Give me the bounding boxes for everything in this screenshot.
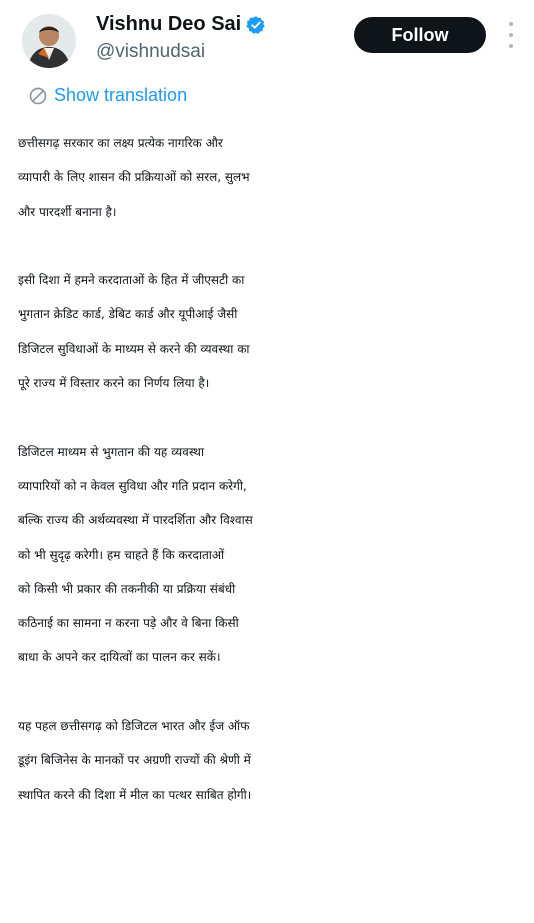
post-paragraph: [18, 435, 528, 675]
more-options-icon[interactable]: [504, 22, 518, 48]
text-line: कठिनाई का सामना न करना पड़े और वे बिना किसी: [18, 616, 239, 631]
text-line: व्यापारी के लिए शासन की प्रक्रियाओं को सरल, सुलभ: [18, 170, 250, 185]
text-line: डूइंग बिजिनेस के मानकों पर अग्रणी राज्यों की श्रेणी में: [18, 753, 251, 768]
avatar[interactable]: [22, 14, 76, 68]
text-line: बाधा के अपने कर दायित्वों का पालन कर सकें।: [18, 650, 221, 665]
text-line: इसी दिशा में हमने करदाताओं के हित में जीएसटी का: [18, 273, 245, 288]
show-translation-label: Show translation: [54, 85, 188, 105]
text-line: डिजिटल माध्यम से भुगतान की यह व्यवस्था: [18, 444, 205, 459]
text-line: भुगतान क्रेडिट कार्ड, डेबिट कार्ड और यूपीआई जैसी: [18, 307, 238, 322]
show-translation-link[interactable]: [28, 85, 187, 106]
verified-badge-icon: [246, 15, 266, 35]
text-line: स्थापित करने की दिशा में मील का पत्थर साबित होगी।: [18, 787, 252, 802]
text-line: यह पहल छत्तीसगढ़ को डिजिटल भारत और ईज ऑफ: [18, 719, 250, 734]
post-text: [18, 126, 528, 812]
author-name[interactable]: Vishnu Deo Sai: [96, 13, 242, 35]
follow-button[interactable]: Follow: [354, 17, 486, 53]
text-line: पूरे राज्य में विस्तार करने का निर्णय लिया है।: [18, 376, 210, 391]
post-paragraph: [18, 709, 528, 812]
text-line: को भी सुदृढ़ करेगी। हम चाहते हैं कि करदाताओं: [18, 547, 225, 562]
text-line: व्यापारियों को न केवल सुविधा और गति प्रदान करेगी,: [18, 478, 247, 493]
text-line: और पारदर्शी बनाना है।: [18, 204, 117, 219]
text-line: बल्कि राज्य की अर्थव्यवस्था में पारदर्शिता और विश्वास: [18, 513, 253, 528]
author-handle[interactable]: @vishnudsai: [96, 41, 206, 62]
post-paragraph: [18, 263, 528, 400]
post-paragraph: [18, 126, 528, 229]
text-line: छत्तीसगढ़ सरकार का लक्ष्य प्रत्येक नागरिक और: [18, 136, 223, 150]
text-line: डिजिटल सुविधाओं के माध्यम से करने की व्यवस्था का: [18, 341, 250, 356]
text-line: को किसी भी प्रकार की तकनीकी या प्रक्रिया संबंधी: [18, 581, 236, 596]
post-header: [0, 0, 534, 80]
author-name-row: [96, 13, 266, 36]
globe-icon: [28, 86, 48, 106]
